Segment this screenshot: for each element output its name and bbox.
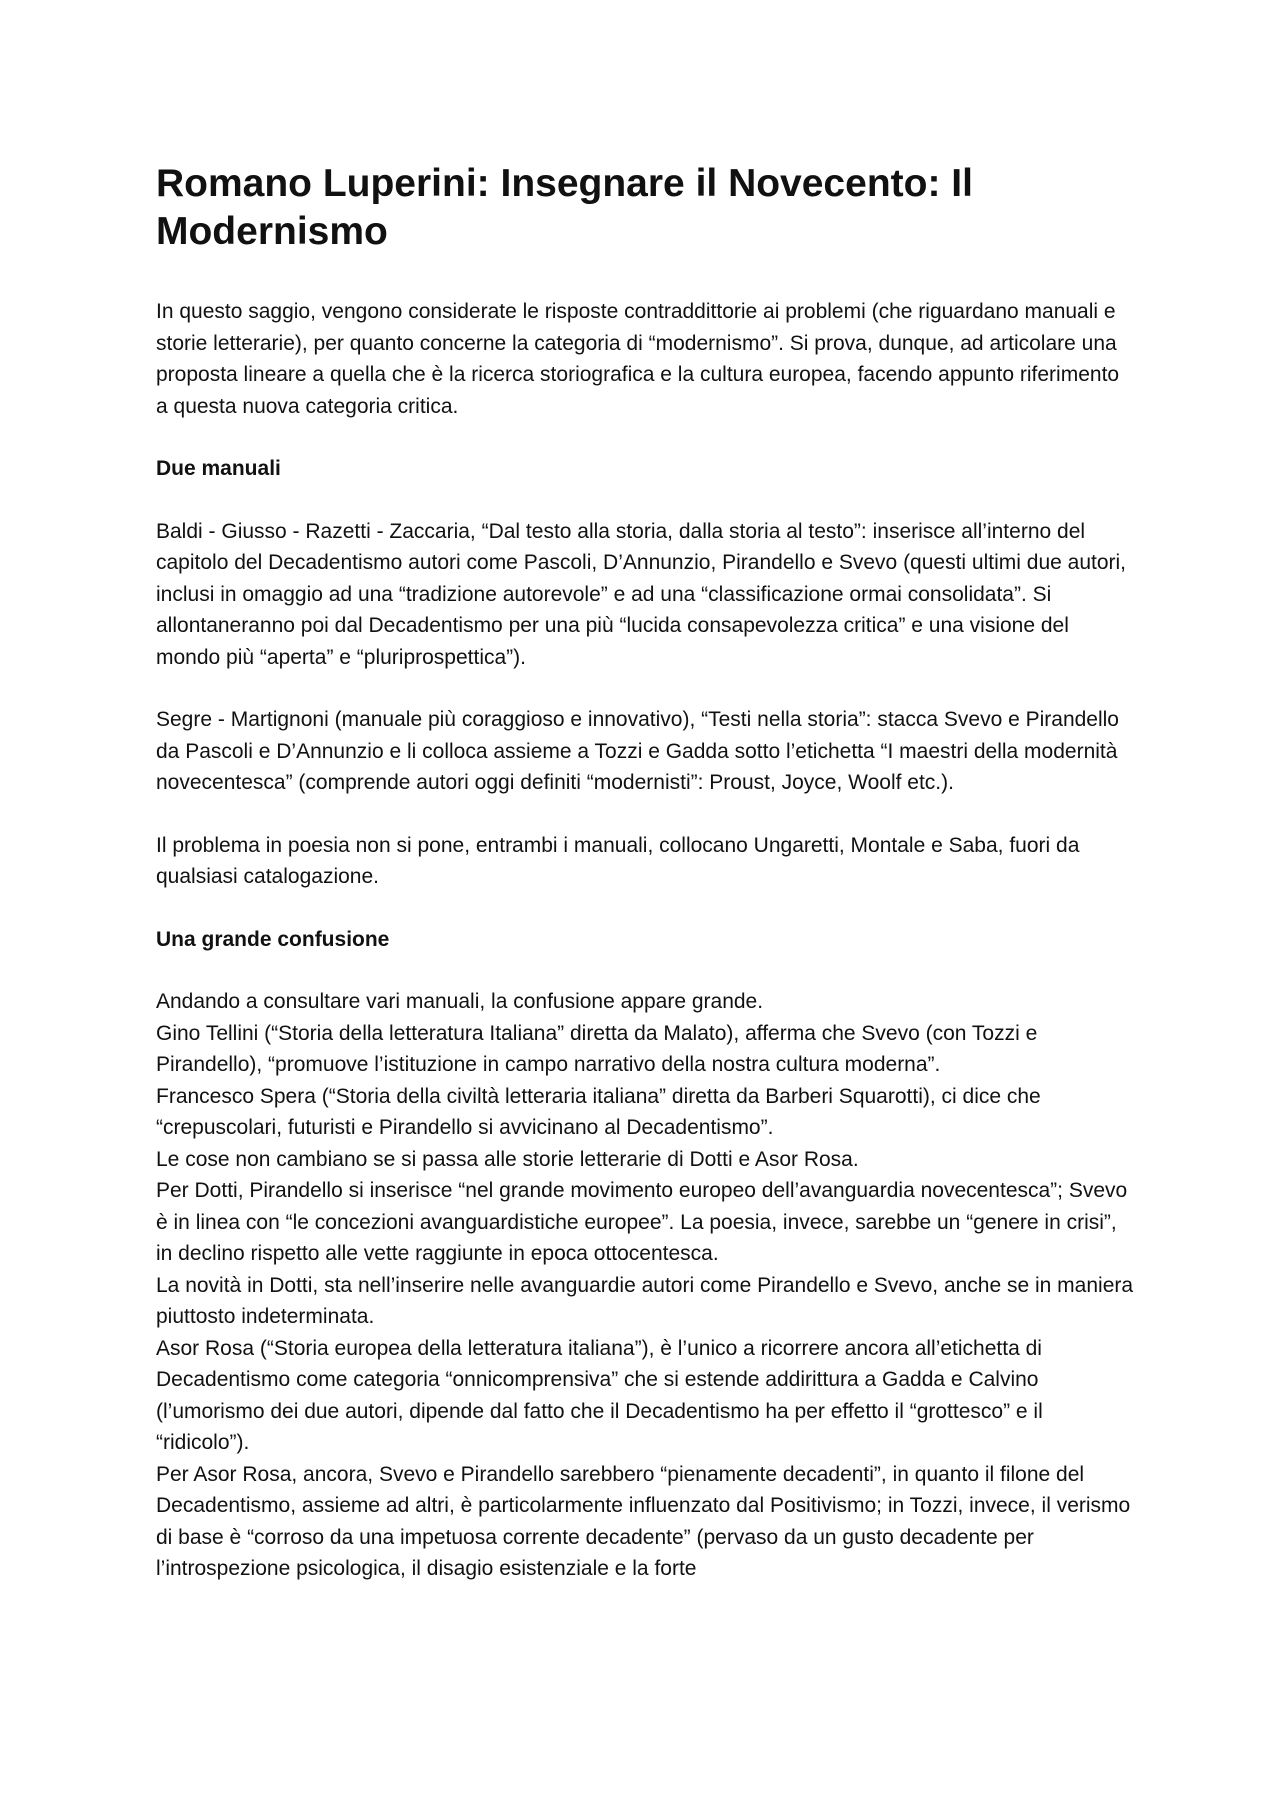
line-novita-dotti: La novità in Dotti, sta nell’inserire nelle avanguardie autori come Pirandello e Svevo, anche se in maniera piuttosto indeterminata. bbox=[156, 1273, 1134, 1328]
document-title: Romano Luperini: Insegnare il Novecento: Il Modernismo bbox=[156, 162, 973, 253]
paragraph-baldi: Baldi - Giusso - Razetti - Zaccaria, “Dal testo alla storia, dalla storia al testo”: inserisce all’interno del capitolo del Decadentismo autori come Pascoli, D’Annunzio, Pirandello e Svevo (questi ultimi due autori, inclusi in omaggio ad una “tradizione autorevole” e ad una “classificazione ormai consolidata”. Si allontaneranno poi dal Decadentismo per una più “lucida consapevolezza critica” e una visione del mondo più “aperta” e “pluriprospettica”). bbox=[156, 519, 1127, 669]
line-tellini: Gino Tellini (“Storia della letteratura Italiana” diretta da Malato), afferma che Svevo (con Tozzi e Pirandello), “promuove l’istituzione in campo narrativo della nostra cultura moderna”. bbox=[156, 1021, 1038, 1076]
intro-paragraph: In questo saggio, vengono considerate le risposte contraddittorie ai problemi (che riguardano manuali e storie letterarie), per quanto concerne la categoria di “modernismo”. Si prova, dunque, ad articolare una proposta lineare a quella che è la ricerca storiografica e la cultura europea, facendo appunto riferimento a questa nuova categoria critica. bbox=[156, 300, 1120, 418]
line-asor-rosa-svevo: Per Asor Rosa, ancora, Svevo e Pirandello sarebbero “pienamente decadenti”, in quanto il filone del Decadentismo, assieme ad altri, è particolarmente influenzato dal Positivismo; in Tozzi, invece, il verismo di base è “corroso da una impetuosa corrente decadente” (pervaso da un gusto decadente per l’introspezione psicologica, il disagio esistenziale e la forte bbox=[156, 1462, 1131, 1580]
line-asor-rosa: Asor Rosa (“Storia europea della letteratura italiana”), è l’unico a ricorrere ancora all’etichetta di Decadentismo come categoria “onnicomprensiva” che si estende addirittura a Gadda e Calvino (l’umorismo dei due autori, dipende dal fatto che il Decadentismo ha per effetto il “grottesco” e il “ridicolo”). bbox=[156, 1336, 1043, 1454]
paragraph-poesia: Il problema in poesia non si pone, entrambi i manuali, collocano Ungaretti, Montale e Saba, fuori da qualsiasi catalogazione. bbox=[156, 833, 1080, 888]
paragraph-segre: Segre - Martignoni (manuale più coraggioso e innovativo), “Testi nella storia”: stacca Svevo e Pirandello da Pascoli e D’Annunzio e li colloca assieme a Tozzi e Gadda sotto l’etichetta “I maestri della modernità novecentesca” (comprende autori oggi definiti “modernisti”: Proust, Joyce, Woolf etc.). bbox=[156, 708, 1119, 794]
line-dotti: Per Dotti, Pirandello si inserisce “nel grande movimento europeo dell’avanguardia novecentesca”; Svevo è in linea con “le concezioni avanguardistiche europee”. La poesia, invece, sarebbe un “genere in crisi”, in declino rispetto alle vette raggiunte in epoca ottocentesca. bbox=[156, 1179, 1128, 1265]
spacer bbox=[156, 799, 1136, 830]
document-page bbox=[156, 160, 1136, 1585]
line-spera: Francesco Spera (“Storia della civiltà letteraria italiana” diretta da Barberi Squarotti), ci dice che “crepuscolari, futuristi e Pirandello si avvicinano al Decadentismo”. bbox=[156, 1084, 1041, 1139]
spacer bbox=[156, 955, 1136, 986]
line-consultare: Andando a consultare vari manuali, la confusione appare grande. bbox=[156, 990, 764, 1013]
spacer bbox=[156, 893, 1136, 924]
section-heading-confusione: Una grande confusione bbox=[156, 927, 390, 951]
line-dotti-asor: Le cose non cambiano se si passa alle storie letterarie di Dotti e Asor Rosa. bbox=[156, 1147, 859, 1171]
spacer bbox=[156, 673, 1136, 704]
spacer bbox=[156, 422, 1136, 453]
spacer bbox=[156, 485, 1136, 516]
spacer bbox=[156, 256, 1136, 296]
section-heading-due-manuali: Due manuali bbox=[156, 457, 281, 480]
